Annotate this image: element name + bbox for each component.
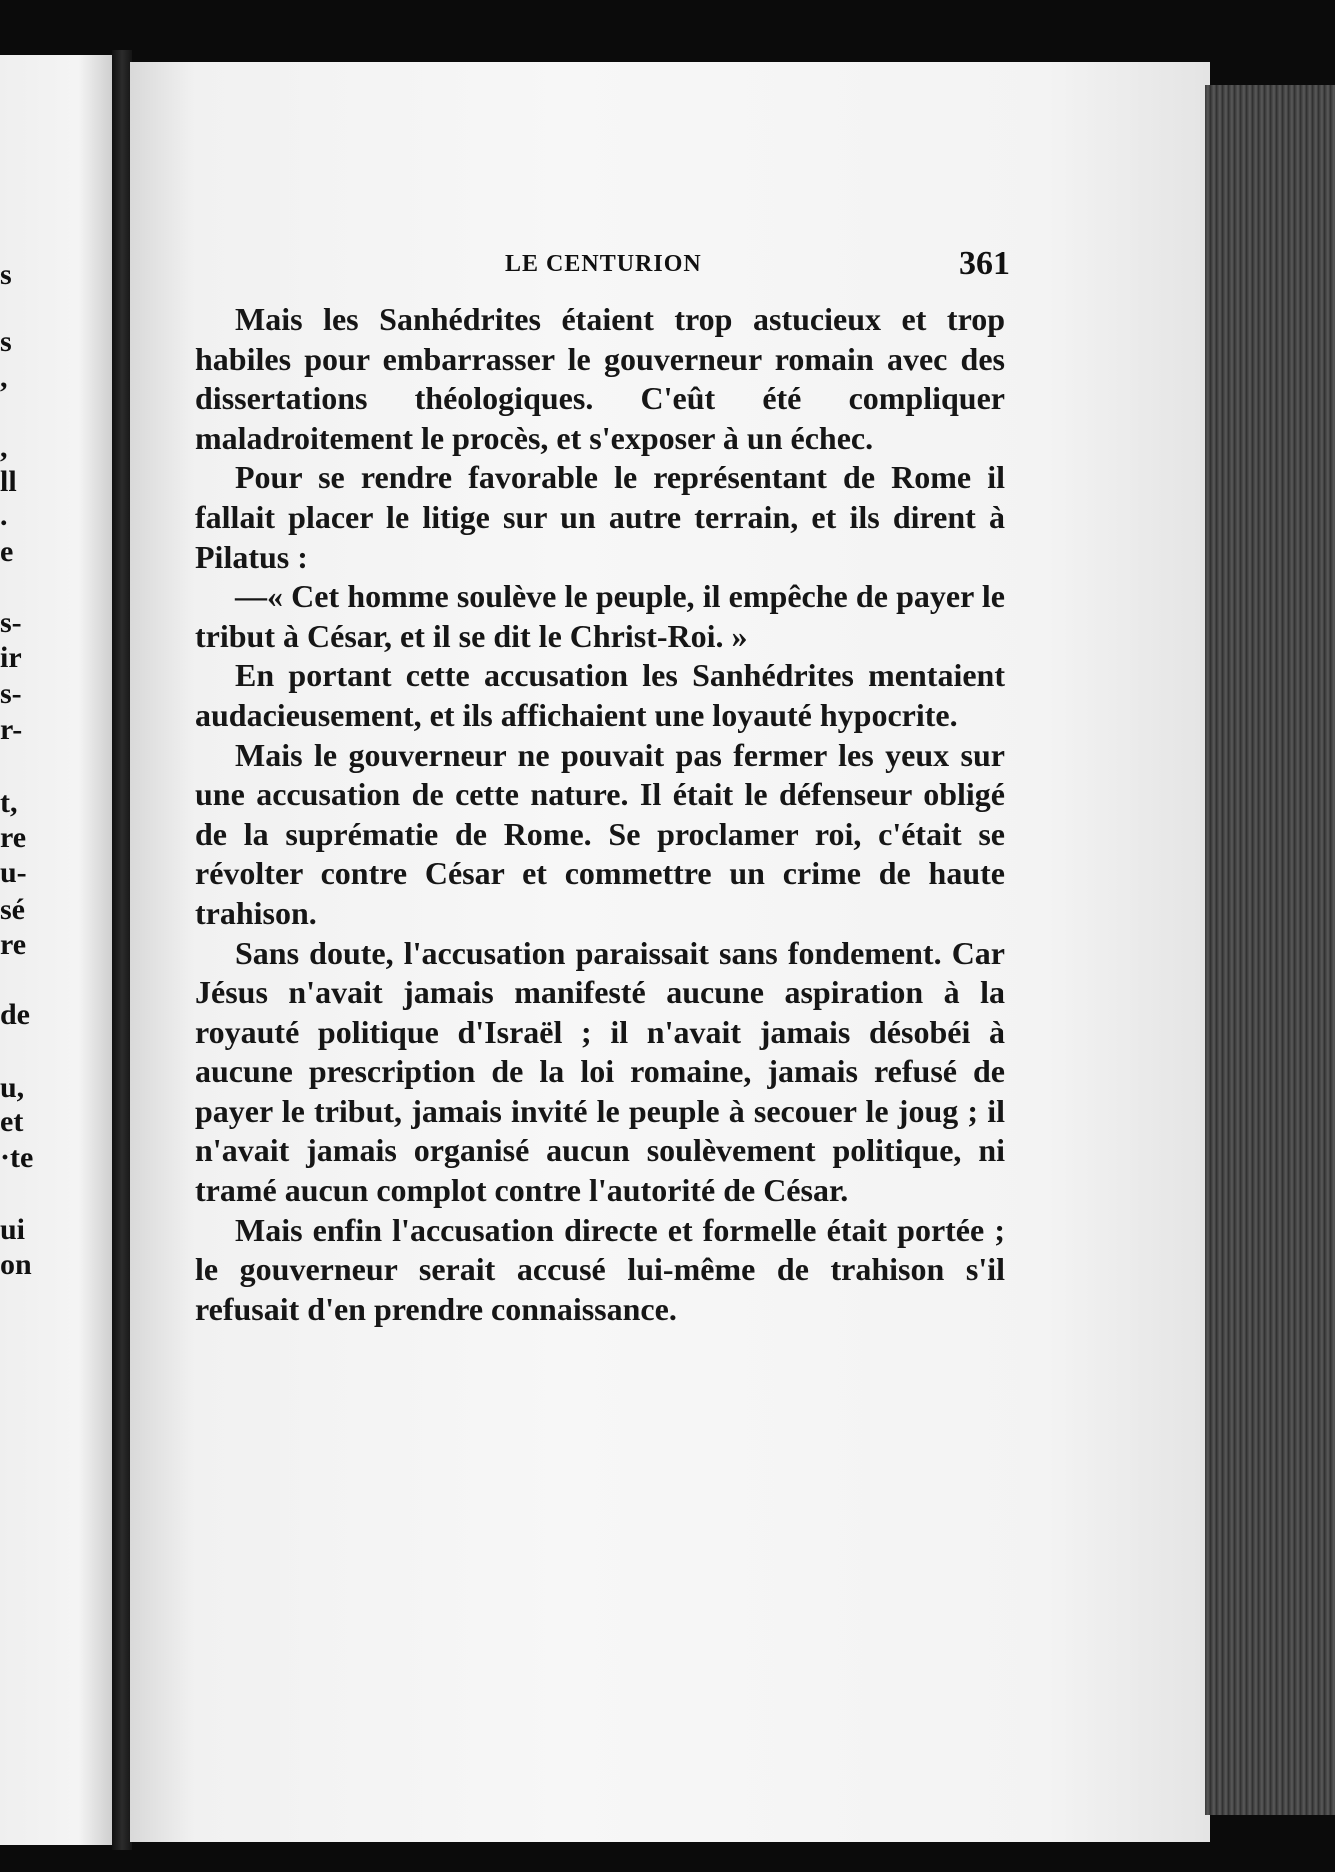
margin-fragment: ·te <box>0 1141 34 1174</box>
paragraph: Mais les Sanhédrites étaient trop astucieux et trop habiles pour embarrasser le gouverneur romain avec des dissertations théologiques. C'eût été compliquer maladroitement le procès, et s'exposer à un échec. <box>195 301 1005 456</box>
page-header <box>505 245 1010 295</box>
margin-fragment: re <box>0 928 27 961</box>
margin-fragment: sé <box>0 893 25 926</box>
page-number: 361 <box>959 245 1010 282</box>
margin-fragment: t, <box>0 786 18 819</box>
margin-fragment: et <box>0 1105 24 1138</box>
previous-page-fragment <box>0 55 112 1845</box>
paragraph: —« Cet homme soulève le peuple, il empêche de payer le tribut à César, et il se dit le Christ-Roi. » <box>195 578 1005 654</box>
margin-fragment: on <box>0 1248 32 1281</box>
body-text <box>195 300 1005 1329</box>
margin-fragment: de <box>0 998 30 1031</box>
margin-fragment: s- <box>0 606 22 639</box>
paragraph: Mais le gouverneur ne pouvait pas fermer les yeux sur une accusation de cette nature. Il était le défenseur obligé de la suprématie de Rome. Se proclamer roi, c'était se révolter contre César et commettre un crime de haute trahison. <box>195 736 1005 931</box>
margin-fragment: re <box>0 821 27 854</box>
book-spine <box>112 50 132 1850</box>
margin-fragment: ir <box>0 641 22 674</box>
paragraph: En portant cette accusation les Sanhédrites mentaient audacieusement, et ils affichaient une loyauté hypocrite. <box>195 657 1005 733</box>
margin-fragment: u, <box>0 1071 25 1104</box>
margin-fragment: s <box>0 258 12 291</box>
paragraph: Pour se rendre favorable le représentant de Rome il fallait placer le litige sur un autre terrain, et ils dirent à Pilatus : <box>195 459 1005 575</box>
margin-fragment: ui <box>0 1213 26 1246</box>
margin-fragment: s <box>0 325 12 358</box>
paragraph: Sans doute, l'accusation paraissait sans fondement. Car Jésus n'avait jamais manifesté aucune aspiration à la royauté politique d'Israël ; il n'avait jamais désobéi à aucune prescription de la loi romaine, jamais refusé de payer le tribut, jamais invité le peuple à secouer le joug ; il n'avait jamais organisé aucun soulèvement politique, ni tramé aucun complot contre l'autorité de César. <box>195 934 1005 1209</box>
running-title: LE CENTURION <box>505 251 702 277</box>
margin-fragment: e <box>0 535 14 568</box>
margin-fragment: r- <box>0 713 23 746</box>
paragraph: Mais enfin l'accusation directe et formelle était portée ; le gouverneur serait accusé lui-même de trahison s'il refusait d'en prendre connaissance. <box>195 1211 1005 1327</box>
margin-fragment: u- <box>0 856 27 889</box>
page-edges <box>1205 85 1335 1815</box>
margin-fragment: s- <box>0 677 22 710</box>
margin-fragment: . <box>0 499 8 532</box>
margin-fragment: , <box>0 431 8 464</box>
margin-fragment: ll <box>0 465 17 498</box>
margin-fragment: , <box>0 361 8 394</box>
